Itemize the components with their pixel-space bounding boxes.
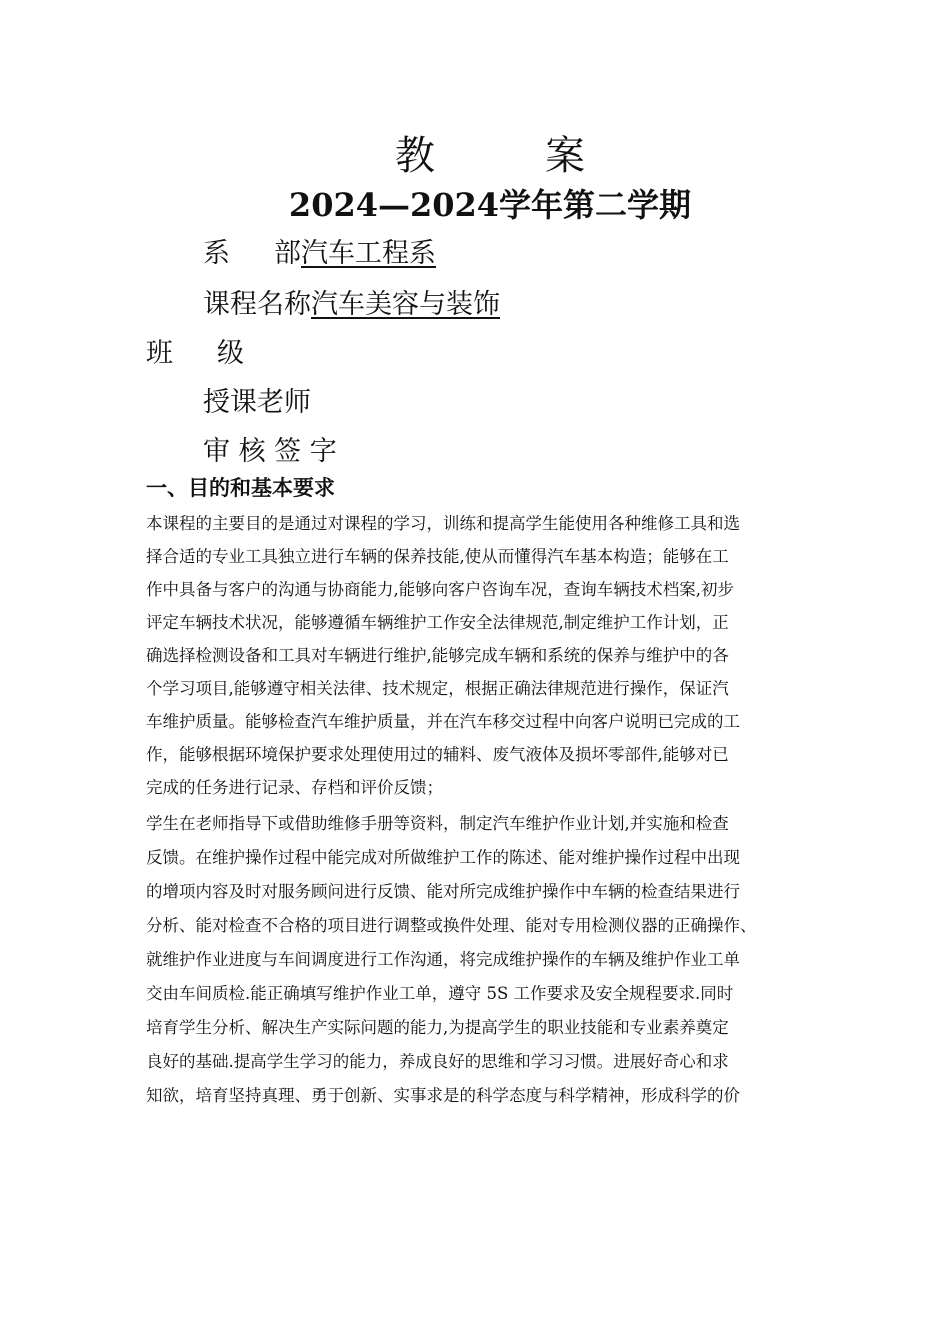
class-field bbox=[146, 331, 244, 370]
class-label-b: 级 bbox=[217, 338, 244, 369]
course-field bbox=[203, 282, 500, 321]
body-line: 知欲，培育坚持真理、勇于创新、实事求是的科学态度与科学精神，形成科学的价 bbox=[146, 1086, 740, 1105]
class-label-a: 班 bbox=[146, 338, 173, 369]
course-value: 汽车美容与装饰 bbox=[311, 289, 500, 320]
department-field bbox=[203, 231, 436, 270]
department-label-b: 部 bbox=[274, 238, 301, 269]
body-line: 本课程的主要目的是通过对课程的学习，训练和提高学生能使用各种维修工具和选 bbox=[146, 514, 740, 533]
body-line: 培育学生分析、解决生产实际问题的能力,为提高学生的职业技能和专业素养奠定 bbox=[146, 1018, 729, 1037]
review-label: 审 核 签 字 bbox=[203, 436, 337, 467]
title-char-1: 教 bbox=[395, 133, 435, 179]
body-line: 评定车辆技术状况，能够遵循车辆维护工作安全法律规范,制定维护工作计划，正 bbox=[146, 613, 729, 632]
teacher-field bbox=[203, 380, 311, 419]
body-line: 择合适的专业工具独立进行车辆的保养技能,使从而懂得汽车基本构造；能够在工 bbox=[146, 547, 729, 566]
body-line: 学生在老师指导下或借助维修手册等资料，制定汽车维护作业计划,并实施和检查 bbox=[146, 814, 729, 833]
body-line: 交由车间质检.能正确填写维护作业工单，遵守 5S 工作要求及安全规程要求.同时 bbox=[146, 984, 734, 1003]
body-line: 车维护质量。能够检查汽车维护质量，并在汽车移交过程中向客户说明已完成的工 bbox=[146, 712, 740, 731]
body-line: 的增项内容及时对服务顾问进行反馈、能对所完成维护操作中车辆的检查结果进行 bbox=[146, 882, 740, 901]
body-line: 作中具备与客户的沟通与协商能力,能够向客户咨询车况，查询车辆技术档案,初步 bbox=[146, 580, 734, 599]
department-label-a: 系 bbox=[203, 238, 230, 269]
section-heading: 一、目的和基本要求 bbox=[146, 476, 335, 500]
body-line: 确选择检测设备和工具对车辆进行维护,能够完成车辆和系统的保养与维护中的各 bbox=[146, 646, 729, 665]
body-line: 就维护作业进度与车间调度进行工作沟通，将完成维护操作的车辆及维护作业工单 bbox=[146, 950, 740, 969]
body-line: 作，能够根据环境保护要求处理使用过的辅料、废气液体及损坏零部件,能够对已 bbox=[146, 745, 729, 764]
teacher-label: 授课老师 bbox=[203, 387, 311, 418]
semester-subtitle: 2024—2024学年第二学期 bbox=[288, 186, 692, 224]
review-field bbox=[203, 429, 337, 468]
title-char-2: 案 bbox=[545, 133, 585, 179]
body-line: 个学习项目,能够遵守相关法律、技术规定，根据正确法律规范进行操作，保证汽 bbox=[146, 679, 729, 698]
body-line: 完成的任务进行记录、存档和评价反馈； bbox=[146, 778, 443, 797]
body-line: 分析、能对检查不合格的项目进行调整或换件处理、能对专用检测仪器的正确操作、 bbox=[146, 916, 757, 935]
body-line: 反馈。在维护操作过程中能完成对所做维护工作的陈述、能对维护操作过程中出现 bbox=[146, 848, 740, 867]
body-line: 良好的基础.提高学生学习的能力，养成良好的思维和学习习惯。进展好奇心和求 bbox=[146, 1052, 729, 1071]
course-label: 课程名称 bbox=[203, 289, 311, 320]
department-value: 汽车工程系 bbox=[301, 238, 436, 269]
document-title bbox=[0, 124, 950, 181]
